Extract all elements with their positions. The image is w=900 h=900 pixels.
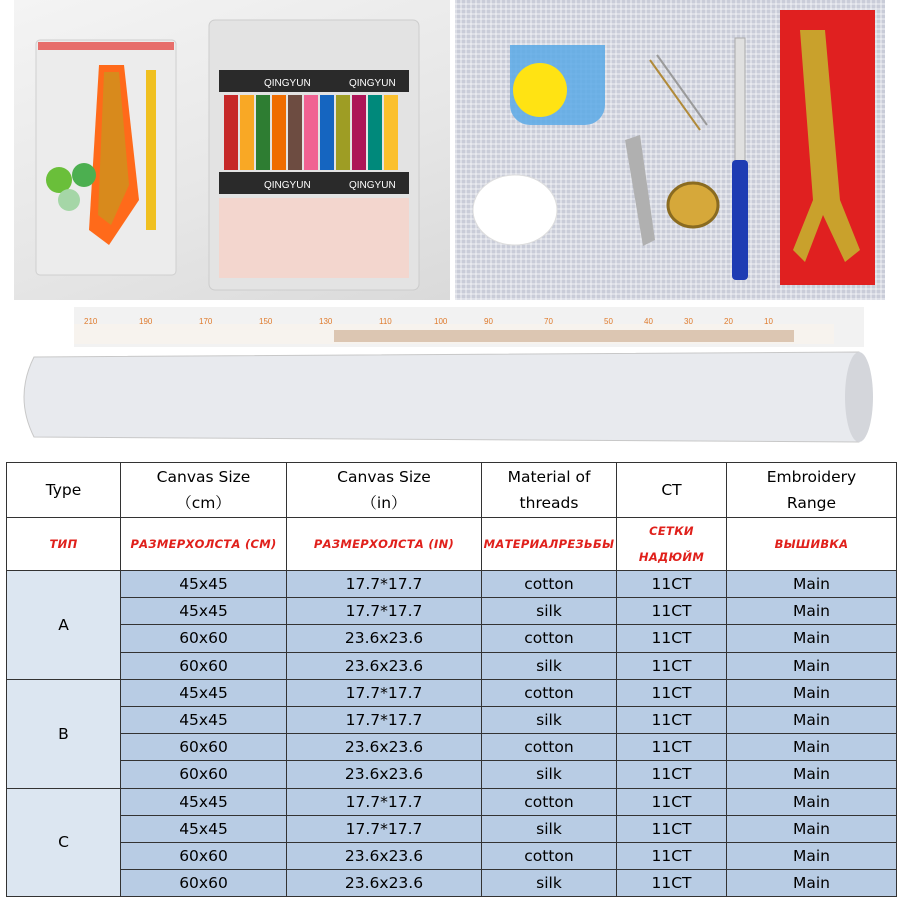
cell-canvas-cm: 45x45 [121,571,287,598]
kit-bags-photo [14,0,450,300]
cell-ct: 11CT [617,842,727,869]
cell-type: A [7,571,121,680]
svg-text:150: 150 [259,317,273,326]
header-ru-ct: СЕТКИ НАДЮЙМ [617,518,727,571]
cell-material: cotton [482,788,617,815]
table-row [7,761,897,788]
header-ru-type: ТИП [7,518,121,571]
cell-canvas-in: 17.7*17.7 [287,571,482,598]
svg-text:100: 100 [434,317,448,326]
cell-canvas-cm: 45x45 [121,788,287,815]
cell-canvas-cm: 60x60 [121,870,287,897]
header-row [7,463,897,518]
table-row [7,625,897,652]
cell-canvas-in: 17.7*17.7 [287,598,482,625]
canvas-roll-photo [14,302,884,458]
cell-material: silk [482,761,617,788]
table-row [7,842,897,869]
cell-canvas-cm: 45x45 [121,598,287,625]
cell-ct: 11CT [617,652,727,679]
svg-text:170: 170 [199,317,213,326]
cell-range: Main [727,625,897,652]
table-row [7,706,897,733]
cell-range: Main [727,598,897,625]
cell-range: Main [727,870,897,897]
cell-range: Main [727,706,897,733]
header-canvas-cm: Canvas Size （cm） [121,463,287,518]
cell-range: Main [727,679,897,706]
bag-brand-label-4: QINGYUN [349,180,396,191]
kit-bags-illustration [14,0,450,300]
cell-canvas-in: 23.6x23.6 [287,870,482,897]
svg-text:190: 190 [139,317,153,326]
needle-icon [650,60,700,130]
cell-canvas-in: 23.6x23.6 [287,625,482,652]
cell-type: C [7,788,121,897]
cell-canvas-in: 23.6x23.6 [287,734,482,761]
cell-canvas-cm: 60x60 [121,734,287,761]
table-row [7,788,897,815]
svg-text:70: 70 [544,317,553,326]
cell-canvas-in: 17.7*17.7 [287,679,482,706]
table-body [7,571,897,897]
header-canvas-in: Canvas Size （in） [287,463,482,518]
tape-measure-icon [473,175,557,245]
cell-ct: 11CT [617,815,727,842]
cell-ct: 11CT [617,571,727,598]
cell-material: cotton [482,625,617,652]
cell-material: cotton [482,679,617,706]
header-ru-canvas-cm: РАЗМЕРХОЛСТА (CM) [121,518,287,571]
cell-ct: 11CT [617,870,727,897]
cell-range: Main [727,734,897,761]
table-row [7,679,897,706]
thread-skeins-icon [224,95,398,170]
header-ct: CT [617,463,727,518]
svg-text:210: 210 [84,317,98,326]
header-ru-material: МАТЕРИАЛРЕЗЬБЫ [482,518,617,571]
bag-brand-label-2: QINGYUN [349,78,396,89]
cell-range: Main [727,842,897,869]
sponge-icon [513,63,567,117]
svg-text:110: 110 [379,317,392,326]
cell-range: Main [727,571,897,598]
cell-material: cotton [482,842,617,869]
cell-ct: 11CT [617,788,727,815]
rolled-canvas-icon [24,352,872,442]
cell-canvas-cm: 45x45 [121,706,287,733]
cell-material: cotton [482,571,617,598]
cell-ct: 11CT [617,625,727,652]
threader-icon [146,70,156,230]
header-ru-range: ВЫШИВКА [727,518,897,571]
header-row-ru [7,518,897,571]
cell-canvas-in: 17.7*17.7 [287,706,482,733]
header-material: Material of threads [482,463,617,518]
spec-table [6,462,897,897]
cell-canvas-cm: 45x45 [121,815,287,842]
needle-threader-icon [625,135,655,246]
cell-ct: 11CT [617,706,727,733]
seam-ripper-icon [732,160,748,280]
cell-range: Main [727,788,897,815]
cell-canvas-cm: 45x45 [121,679,287,706]
cell-canvas-in: 23.6x23.6 [287,761,482,788]
table-row [7,870,897,897]
cell-range: Main [727,815,897,842]
cell-range: Main [727,761,897,788]
cell-material: cotton [482,734,617,761]
cell-ct: 11CT [617,598,727,625]
table-row [7,734,897,761]
cell-canvas-in: 23.6x23.6 [287,842,482,869]
table-row [7,571,897,598]
cell-material: silk [482,598,617,625]
tools-illustration [455,0,885,300]
svg-text:20: 20 [724,317,733,326]
tools-photo [455,0,885,300]
header-range: Embroidery Range [727,463,897,518]
canvas-roll-illustration [14,302,884,458]
cell-canvas-in: 17.7*17.7 [287,788,482,815]
header-type: Type [7,463,121,518]
svg-text:10: 10 [764,317,773,326]
table-row [7,652,897,679]
cell-type: B [7,679,121,788]
table-row [7,815,897,842]
cell-canvas-cm: 60x60 [121,842,287,869]
cell-ct: 11CT [617,734,727,761]
thimble-icon [668,183,718,227]
svg-text:130: 130 [319,317,333,326]
svg-text:40: 40 [644,317,653,326]
table-row [7,598,897,625]
cell-canvas-cm: 60x60 [121,652,287,679]
header-ru-canvas-in: РАЗМЕРХОЛСТА (IN) [287,518,482,571]
bag-brand-label-3: QINGYUN [264,180,311,191]
cell-material: silk [482,652,617,679]
bag-brand-label: QINGYUN [264,78,311,89]
cell-canvas-in: 23.6x23.6 [287,652,482,679]
cell-material: silk [482,870,617,897]
cell-ct: 11CT [617,679,727,706]
cell-canvas-cm: 60x60 [121,625,287,652]
cell-canvas-in: 17.7*17.7 [287,815,482,842]
svg-text:90: 90 [484,317,493,326]
cell-material: silk [482,706,617,733]
cell-canvas-cm: 60x60 [121,761,287,788]
svg-text:30: 30 [684,317,693,326]
svg-text:50: 50 [604,317,613,326]
cell-ct: 11CT [617,761,727,788]
cell-material: silk [482,815,617,842]
cell-range: Main [727,652,897,679]
